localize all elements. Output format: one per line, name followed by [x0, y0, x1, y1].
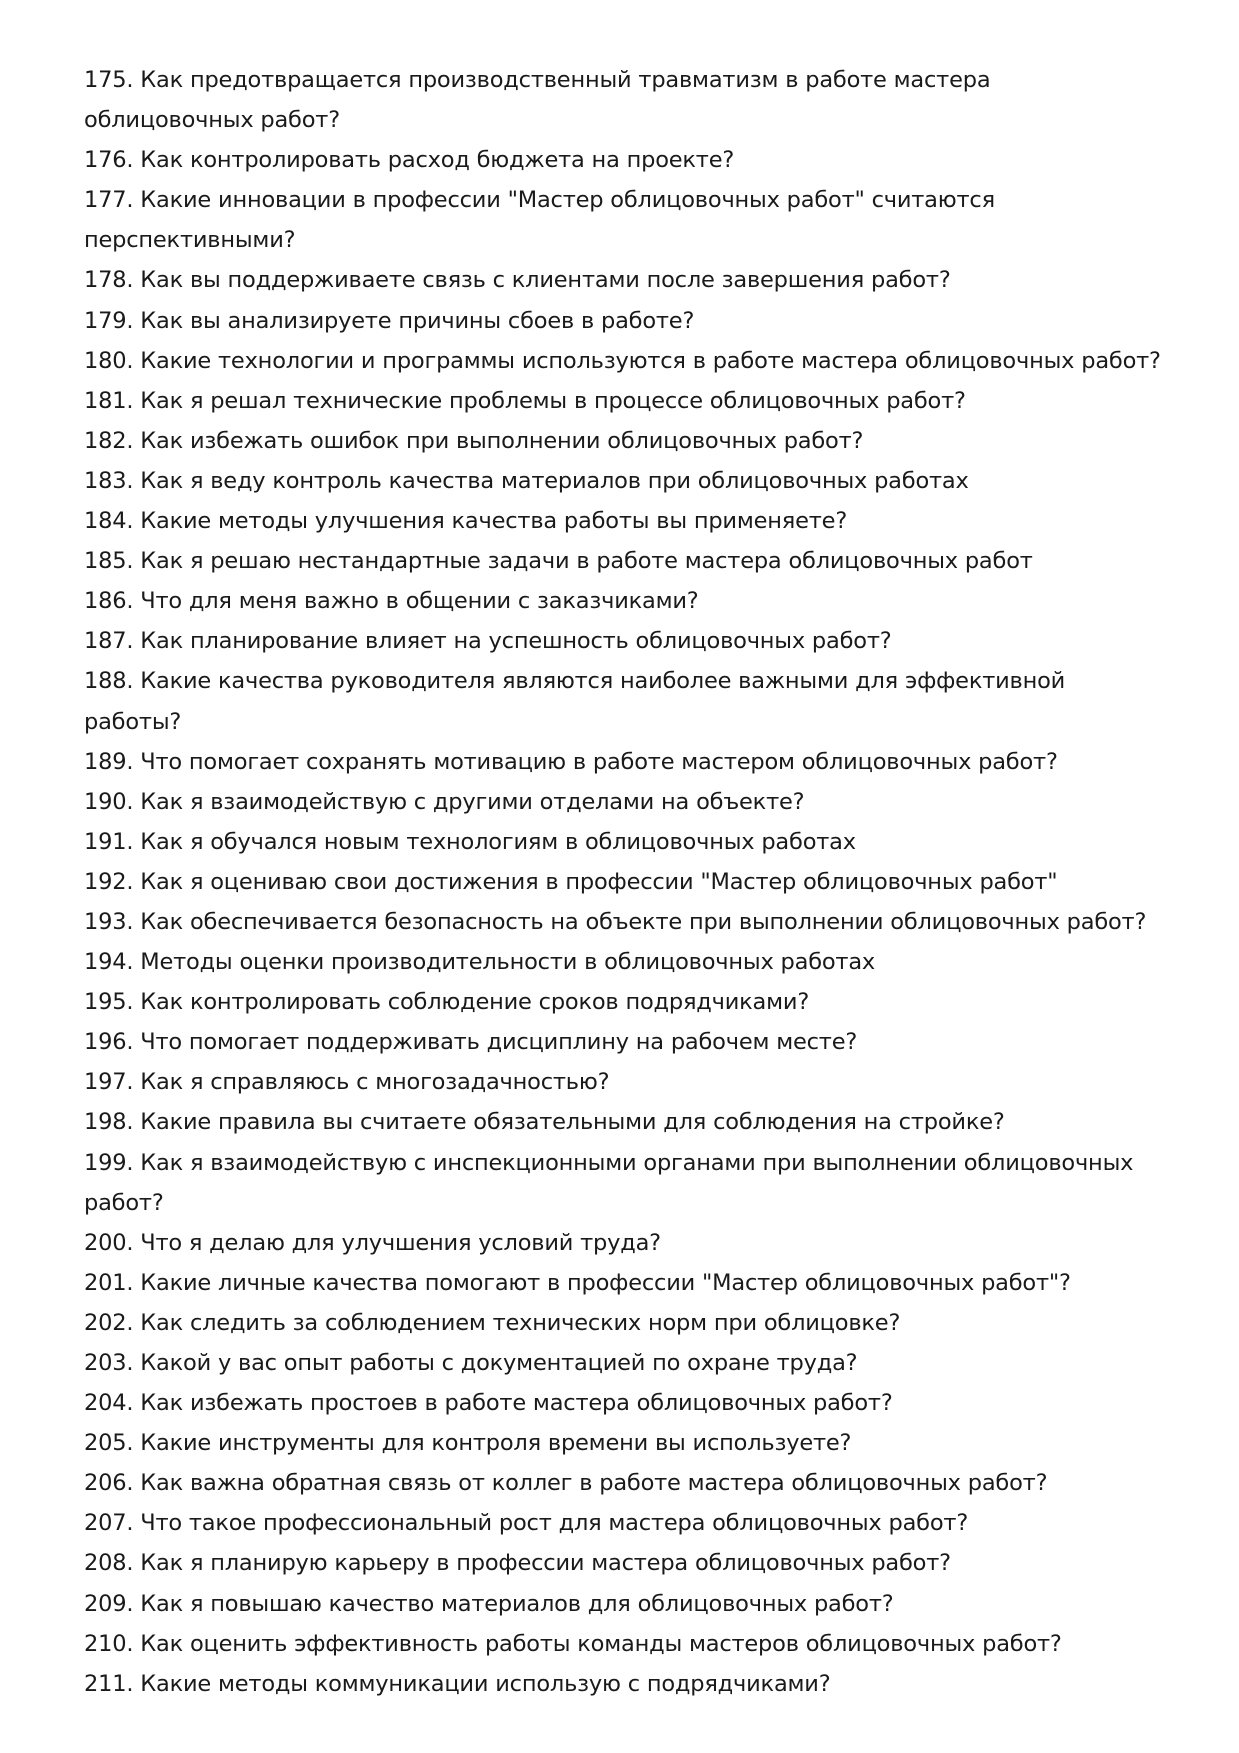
question-item: 180. Какие технологии и программы используются в работе мастера облицовочных работ? [84, 347, 1161, 374]
question-item: 179. Как вы анализируете причины сбоев в работе? [84, 307, 695, 334]
question-item: 182. Как избежать ошибок при выполнении облицовочных работ? [84, 427, 864, 454]
question-item: 177. Какие инновации в профессии "Мастер облицовочных работ" считаются перспективными? [84, 187, 995, 254]
question-item: 188. Какие качества руководителя являются наиболее важными для эффективной работы? [84, 668, 1066, 735]
question-item: 195. Как контролировать соблюдение сроков подрядчиками? [84, 989, 810, 1016]
question-item: 189. Что помогает сохранять мотивацию в работе мастером облицовочных работ? [84, 748, 1058, 775]
question-item: 175. Как предотвращается производственный травматизм в работе мастера облицовочных работ? [84, 67, 991, 134]
question-item: 201. Какие личные качества помогают в профессии "Мастер облицовочных работ"? [84, 1269, 1071, 1296]
question-item: 205. Какие инструменты для контроля времени вы используете? [84, 1430, 852, 1457]
question-item: 183. Как я веду контроль качества материалов при облицовочных работах [84, 467, 969, 494]
question-item: 184. Какие методы улучшения качества работы вы применяете? [84, 508, 848, 535]
question-item: 209. Как я повышаю качество материалов для облицовочных работ? [84, 1590, 894, 1617]
question-item: 203. Какой у вас опыт работы с документацией по охране труда? [84, 1350, 858, 1376]
question-item: 210. Как оценить эффективность работы команды мастеров облицовочных работ? [84, 1630, 1062, 1657]
question-item: 198. Какие правила вы считаете обязательными для соблюдения на стройке? [84, 1109, 1005, 1136]
question-item: 190. Как я взаимодействую с другими отделами на объекте? [84, 788, 805, 815]
question-list [84, 60, 1164, 1704]
question-item: 199. Как я взаимодействую с инспекционными органами при выполнении облицовочных работ? [84, 1149, 1134, 1216]
question-item: 204. Как избежать простоев в работе мастера облицовочных работ? [84, 1390, 893, 1417]
question-item: 211. Какие методы коммуникации использую с подрядчиками? [84, 1670, 831, 1697]
question-item: 193. Как обеспечивается безопасность на объекте при выполнении облицовочных работ? [84, 908, 1147, 935]
question-item: 185. Как я решаю нестандартные задачи в работе мастера облицовочных работ [84, 548, 1033, 575]
question-item: 200. Что я делаю для улучшения условий труда? [84, 1229, 661, 1256]
question-item: 181. Как я решал технические проблемы в процессе облицовочных работ? [84, 387, 966, 414]
question-item: 197. Как я справляюсь с многозадачностью? [84, 1069, 610, 1096]
question-item: 186. Что для меня важно в общении с заказчиками? [84, 588, 699, 615]
question-item: 192. Как я оцениваю свои достижения в профессии "Мастер облицовочных работ" [84, 868, 1058, 895]
question-item: 187. Как планирование влияет на успешность облицовочных работ? [84, 628, 892, 655]
question-item: 176. Как контролировать расход бюджета на проекте? [84, 147, 735, 174]
question-item: 206. Как важна обратная связь от коллег в работе мастера облицовочных работ? [84, 1470, 1048, 1497]
question-item: 196. Что помогает поддерживать дисциплину на рабочем месте? [84, 1029, 858, 1056]
question-item: 202. Как следить за соблюдением технических норм при облицовке? [84, 1309, 901, 1336]
question-item: 208. Как я планирую карьеру в профессии мастера облицовочных работ? [84, 1550, 951, 1577]
question-item: 191. Как я обучался новым технологиям в облицовочных работах [84, 828, 856, 855]
question-item: 194. Методы оценки производительности в облицовочных работах [84, 949, 876, 976]
question-item: 207. Что такое профессиональный рост для мастера облицовочных работ? [84, 1510, 969, 1537]
question-item: 178. Как вы поддерживаете связь с клиентами после завершения работ? [84, 267, 951, 294]
